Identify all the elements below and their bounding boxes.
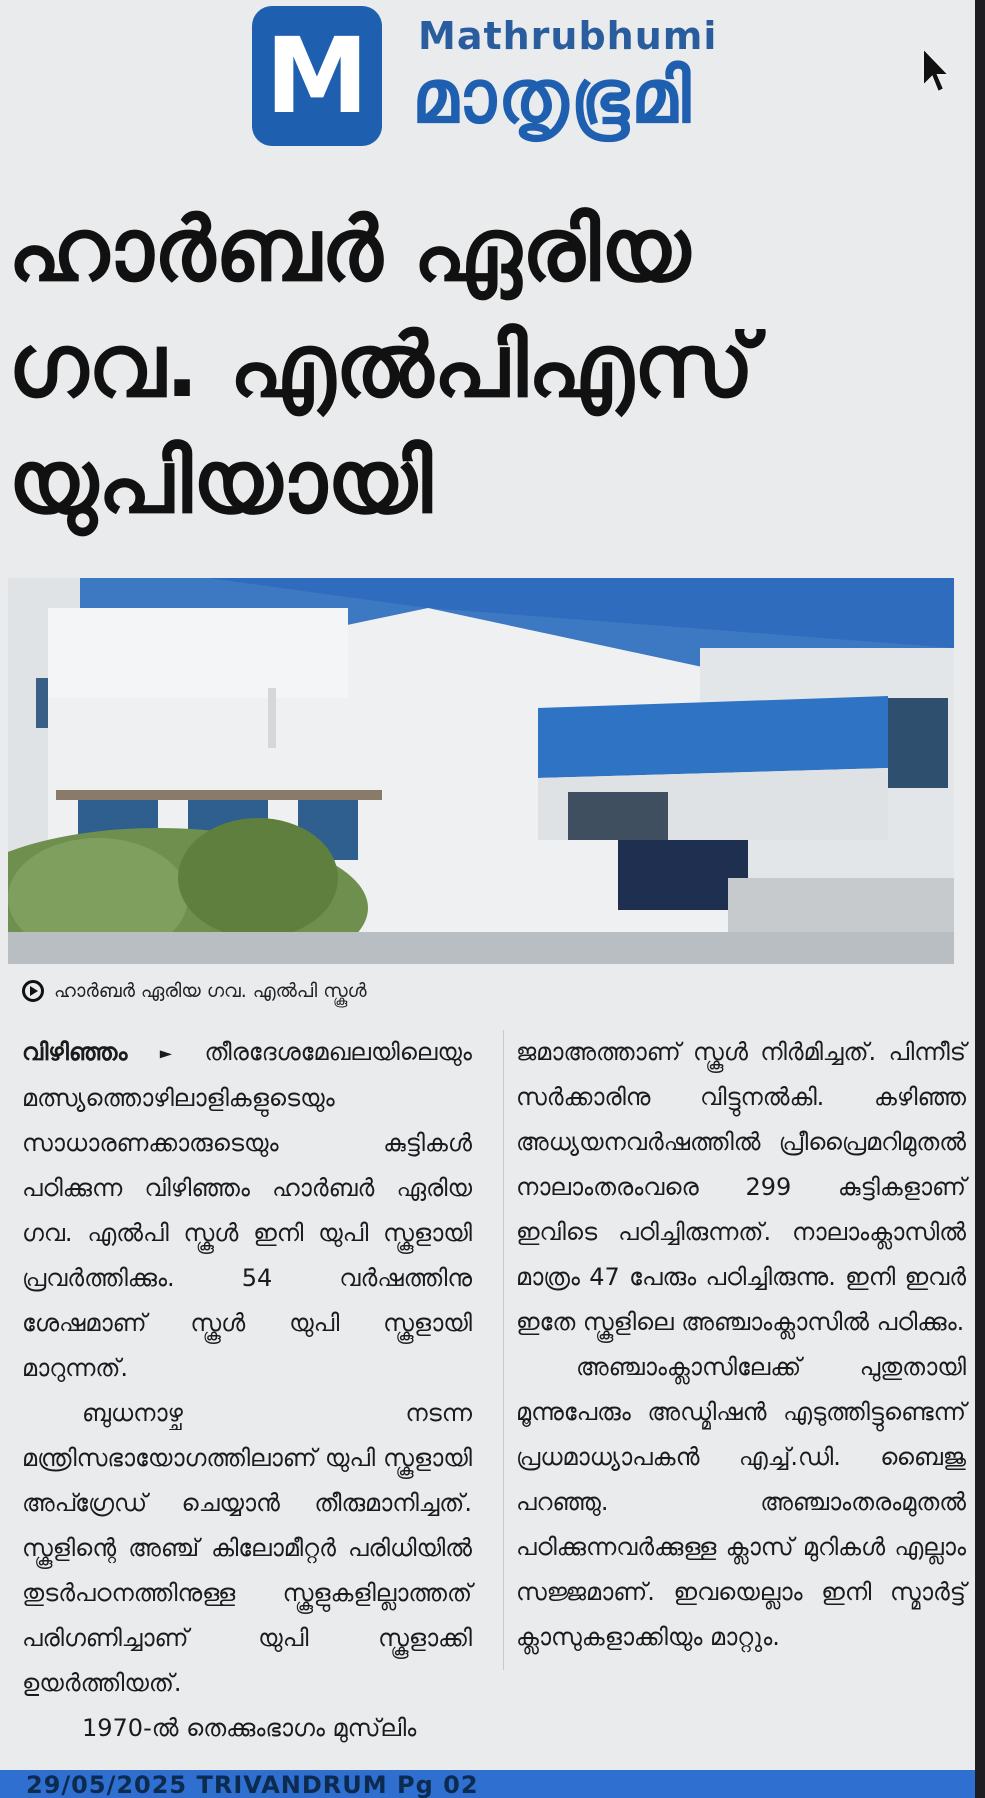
photo-caption: [22, 974, 942, 1008]
headline-line-2: ഗവ. എൽപിഎസ്: [8, 314, 755, 417]
brand-name-malayalam: മാതൃഭൂമി: [412, 54, 693, 140]
play-circle-icon: [22, 980, 44, 1002]
article-paragraph: ബുധനാഴ്ച നടന്ന മന്ത്രിസഭായോഗത്തിലാണ് യുപി സ്കൂളായി അപ്ഗ്രേഡ് ചെയ്യാൻ തീരുമാനിച്ചത്. സ്കൂളിന്റെ അഞ്ച് കിലോമീറ്റർ പരിധിയിൽ തുടർപഠനത്തിനുള്ള സ്കൂളുകളില്ലാത്തത് പരിഗണിച്ചാണ് യുപി സ്കൂളാക്കി ഉയർത്തിയത്.: [22, 1398, 472, 1697]
mathrubhumi-logo-icon: [252, 6, 382, 146]
headline-line-1: ഹാർബർ ഏരിയ: [8, 198, 691, 301]
edition-info: 29/05/2025 TRIVANDRUM Pg 02: [26, 1771, 479, 1798]
caption-text: ഹാർബർ ഏരിയ ഗവ. എൽപി സ്കൂൾ: [54, 980, 367, 1002]
screen-bezel: [975, 0, 985, 1798]
headline: [8, 192, 948, 540]
school-photo: [8, 578, 954, 964]
article-column-left: [22, 1030, 472, 1751]
column-divider: [503, 1030, 504, 1670]
edition-footer: [0, 1770, 975, 1798]
dateline: വിഴിഞ്ഞം: [22, 1038, 128, 1066]
mouse-cursor-icon: [920, 46, 950, 98]
article-paragraph: അഞ്ചാംക്ലാസിലേക്ക് പുതുതായി മൂന്നുപേരും അഡ്മിഷൻ എടുത്തിട്ടുണ്ടെന്ന് പ്രധമാധ്യാപകൻ എച്ച്.ഡി. ബൈജു പറഞ്ഞു. അഞ്ചാംതരംമുതൽ പഠിക്കുന്നവർക്കുള്ള ക്ലാസ് മുറികൾ എല്ലാം സജ്ജമാണ്. ഇവയെല്ലാം ഇനി സ്മാർട്ട് ക്ലാസുകളാക്കിയും മാറ്റും.: [516, 1353, 966, 1651]
dateline-arrow-icon: ►: [159, 1043, 173, 1063]
article-paragraph: [22, 1030, 472, 1391]
article-paragraph: ജമാഅത്താണ് സ്കൂൾ നിർമിച്ചത്. പിന്നീട് സർക്കാരിനു വിട്ടുനൽകി. കഴിഞ്ഞ അധ്യയനവർഷത്തിൽ പ്രീപ്രൈമറിമുതൽ നാലാംതരംവരെ 299 കുട്ടികളാണ് ഇവിടെ പഠിച്ചിരുന്നത്. നാലാംക്ലാസിൽ മാത്രം 47 പേരും പഠിച്ചിരുന്നു. ഇനി ഇവർ ഇതേ സ്കൂളിലെ അഞ്ചാംക്ലാസിൽ പഠിക്കും.: [516, 1038, 966, 1336]
brand-name-english: Mathrubhumi: [418, 14, 718, 58]
article-paragraph: 1970-ൽ തെക്കുംഭാഗം മുസ്‌ലിം: [82, 1713, 417, 1742]
headline-line-3: യുപിയായി: [8, 430, 433, 533]
logo-letter: M: [265, 15, 369, 137]
paragraph-text: തീരദേശമേഖലയിലെയും മത്സ്യത്തൊഴിലാളികളുടെയും സാധാരണക്കാരുടെയും കുട്ടികൾ പഠിക്കുന്ന വിഴിഞ്ഞം ഹാർബർ ഏരിയ ഗവ. എൽപി സ്കൂൾ ഇനി യുപി സ്കൂളായി പ്രവർത്തിക്കും. 54 വർഷത്തിനു ശേഷമാണ് സ്കൂൾ യുപി സ്കൂളായി മാറുന്നത്.: [22, 1038, 472, 1382]
article-column-right: [516, 1030, 966, 1660]
